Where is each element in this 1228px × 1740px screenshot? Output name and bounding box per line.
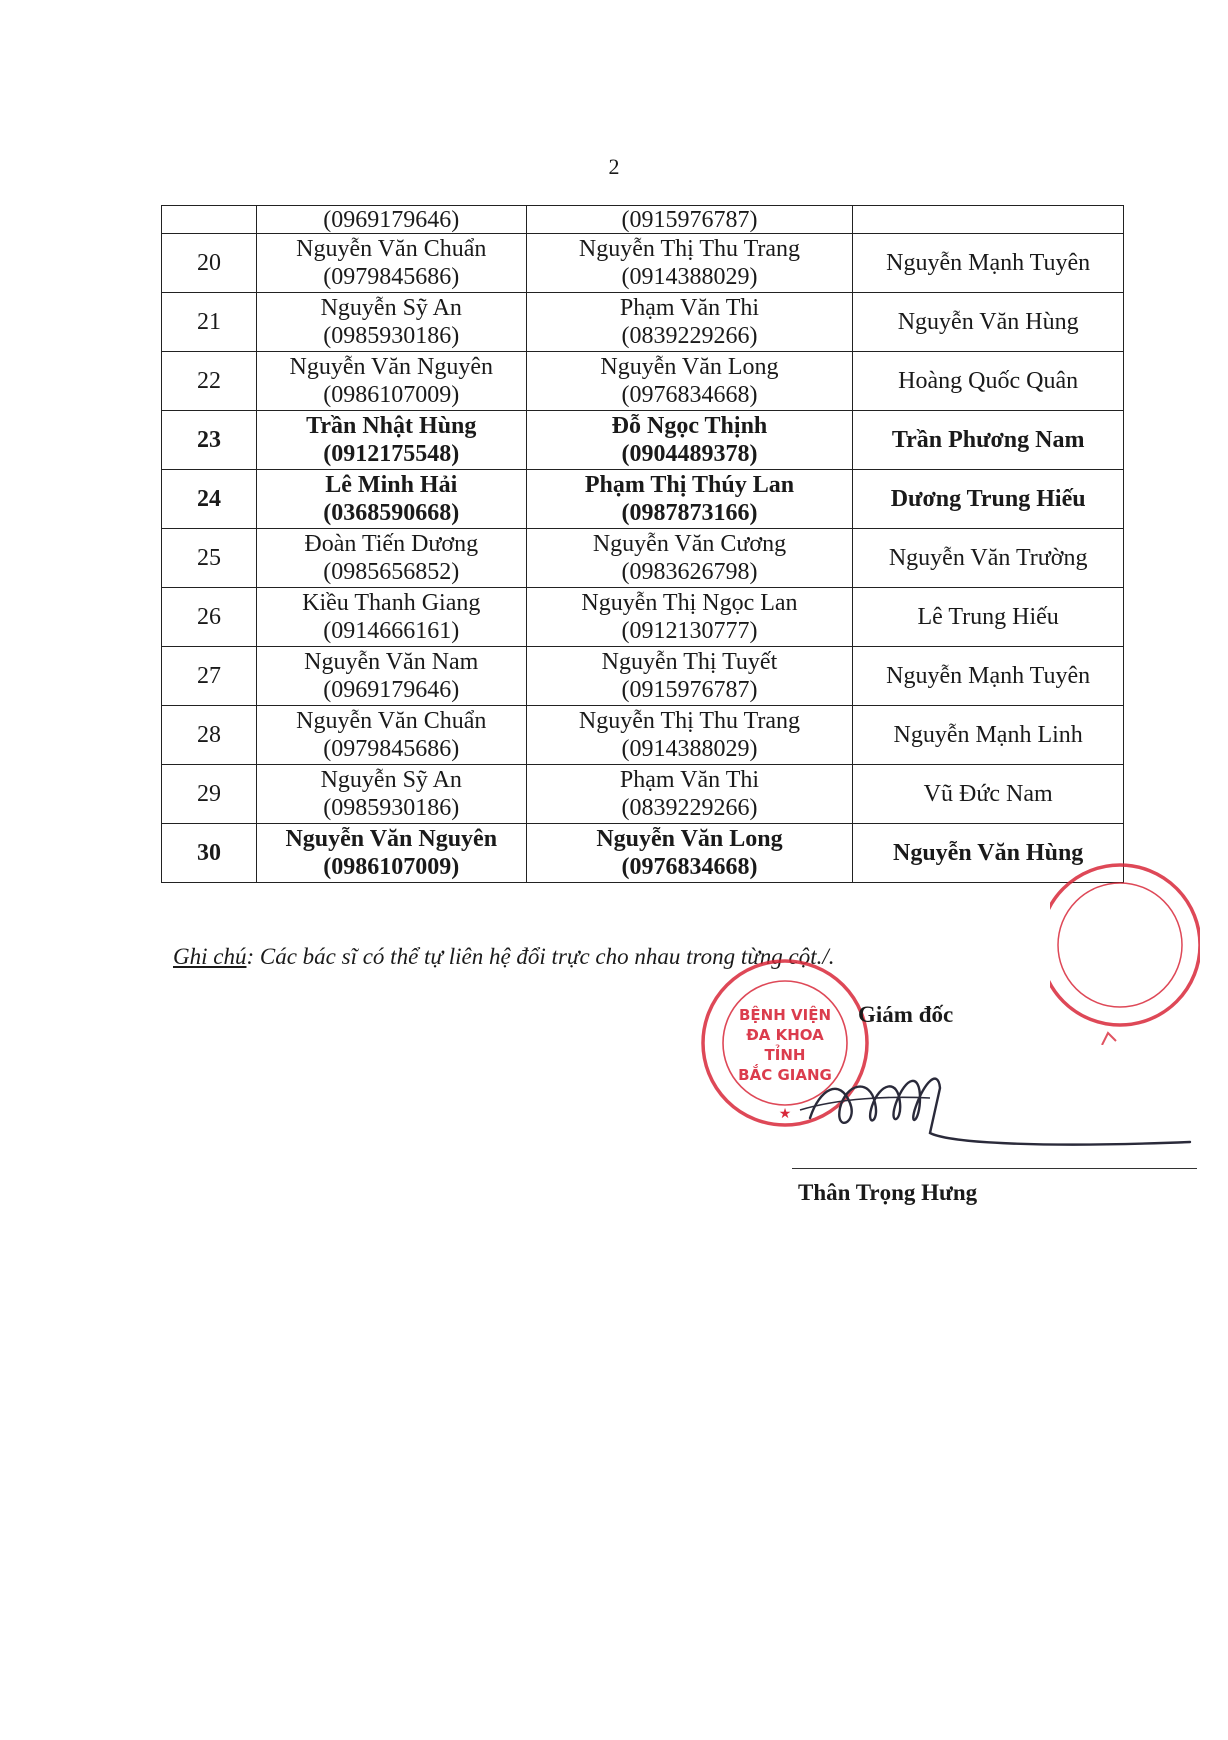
doctor-phone: (0976834668) (621, 854, 758, 880)
row-number: 25 (196, 545, 221, 571)
doctor-name: Phạm Văn Thi (619, 295, 760, 321)
doctor-phone: (0914666161) (323, 618, 460, 644)
table-row (162, 352, 1124, 411)
doctor-phone: (0912175548) (323, 441, 460, 467)
table-row (162, 234, 1124, 293)
doctor-name: Trần Phương Nam (891, 427, 1085, 453)
doctor-name: Nguyễn Văn Chuẩn (296, 236, 487, 262)
doctor-phone: (0976834668) (621, 382, 758, 408)
table-row (162, 765, 1124, 824)
doctor-name: Nguyễn Văn Long (600, 354, 779, 380)
column-b-cell (526, 293, 853, 352)
column-c-cell (853, 706, 1124, 765)
doctor-name: Nguyễn Văn Trường (888, 545, 1088, 571)
table-row (162, 588, 1124, 647)
doctor-name: Đỗ Ngọc Thịnh (611, 413, 768, 439)
column-a-phone: (0969179646) (256, 206, 526, 234)
column-a-cell (256, 706, 526, 765)
doctor-phone: (0985656852) (323, 559, 460, 585)
column-c-cell (853, 352, 1124, 411)
table-row (162, 470, 1124, 529)
column-b-cell (526, 352, 853, 411)
doctor-phone: (0985930186) (323, 795, 460, 821)
doctor-phone: (0912130777) (621, 618, 758, 644)
doctor-name: Dương Trung Hiếu (890, 486, 1086, 512)
signature-title: Giám đốc (858, 1002, 954, 1027)
table-row (162, 706, 1124, 765)
column-b-cell (526, 588, 853, 647)
director-name: Thân Trọng Hưng (798, 1180, 978, 1205)
column-c-cell (853, 234, 1124, 293)
column-c-cell (853, 765, 1124, 824)
stt-cell (162, 824, 257, 883)
column-a-cell (256, 293, 526, 352)
doctor-name: Lê Minh Hải (325, 472, 458, 498)
doctor-phone: (0839229266) (621, 795, 758, 821)
stt-cell (162, 293, 257, 352)
doctor-name: Nguyễn Thị Ngọc Lan (581, 590, 798, 616)
doctor-name: Nguyễn Văn Chuẩn (296, 708, 487, 734)
row-number: 23 (196, 427, 221, 453)
doctor-name: Nguyễn Văn Nam (304, 649, 479, 675)
column-c-cell (853, 206, 1124, 234)
doctor-name: Phạm Văn Thi (619, 767, 760, 793)
doctor-name: Lê Trung Hiếu (917, 604, 1059, 630)
stt-cell (162, 765, 257, 824)
column-a-cell (256, 529, 526, 588)
doctor-name: Nguyễn Văn Hùng (897, 309, 1079, 335)
column-a-cell (256, 470, 526, 529)
doctor-name: Nguyễn Thị Tuyết (601, 649, 778, 675)
doctor-name: Nguyễn Mạnh Tuyên (886, 663, 1091, 689)
doctor-phone: (0914388029) (621, 264, 758, 290)
column-b-cell (526, 647, 853, 706)
stt-cell (162, 352, 257, 411)
column-b-phone: (0915976787) (526, 206, 853, 234)
stt-cell (162, 647, 257, 706)
footnote-label: Ghi chú (173, 944, 247, 969)
doctor-phone: (0986107009) (323, 382, 460, 408)
doctor-name: Đoàn Tiến Dương (304, 531, 479, 557)
row-number: 21 (196, 309, 221, 335)
stt-cell (162, 206, 257, 234)
table-row (162, 529, 1124, 588)
doctor-phone: (0985930186) (323, 323, 460, 349)
stt-cell (162, 529, 257, 588)
column-b-cell (526, 706, 853, 765)
signature-icon (780, 1048, 1200, 1158)
doctor-name: Vũ Đức Nam (923, 781, 1053, 807)
stt-cell (162, 706, 257, 765)
column-a-cell (256, 824, 526, 883)
row-number: 24 (196, 486, 221, 512)
row-number: 30 (196, 840, 221, 866)
roster-body (162, 206, 1124, 883)
column-a-cell (256, 588, 526, 647)
doctor-name: Nguyễn Sỹ An (320, 295, 462, 321)
doctor-phone: (0987873166) (621, 500, 758, 526)
column-c-cell (853, 647, 1124, 706)
stt-cell (162, 470, 257, 529)
doctor-phone: (0914388029) (621, 736, 758, 762)
partial-seal-icon (1050, 845, 1200, 1045)
doctor-name: Nguyễn Văn Cương (592, 531, 787, 557)
row-number: 26 (196, 604, 221, 630)
doctor-name: Nguyễn Văn Hùng (893, 840, 1084, 866)
doctor-phone: (0986107009) (323, 854, 460, 880)
doctor-name: Nguyễn Văn Nguyên (289, 354, 494, 380)
column-b-cell (526, 411, 853, 470)
doctor-name: Nguyễn Thị Thu Trang (578, 708, 801, 734)
doctor-name: Trần Nhật Hùng (306, 413, 477, 439)
seal-line-3: TỈNH (764, 1046, 806, 1064)
seal-line-4: BẮC GIANG (738, 1066, 832, 1084)
row-number: 29 (196, 781, 221, 807)
column-a-cell (256, 411, 526, 470)
doctor-name: Nguyễn Văn Nguyên (285, 826, 498, 852)
table-row (162, 647, 1124, 706)
column-c-cell (853, 588, 1124, 647)
column-a-cell (256, 234, 526, 293)
page-number: 2 (608, 154, 620, 179)
row-number: 28 (196, 722, 221, 748)
doctor-phone: (0969179646) (323, 677, 460, 703)
stt-cell (162, 588, 257, 647)
doctor-phone: (0983626798) (621, 559, 758, 585)
column-c-cell (853, 293, 1124, 352)
doctor-name: Nguyễn Văn Long (596, 826, 783, 852)
duty-roster-table (161, 205, 1124, 883)
column-b-cell (526, 234, 853, 293)
doctor-name: Nguyễn Sỹ An (320, 767, 462, 793)
row-number: 27 (196, 663, 221, 689)
seal-line-2: ĐA KHOA (746, 1026, 824, 1044)
column-b-cell (526, 824, 853, 883)
seal-star-icon: ★ (778, 1106, 792, 1122)
table-row (162, 293, 1124, 352)
doctor-name: Hoàng Quốc Quân (898, 368, 1079, 394)
doctor-phone: (0979845686) (323, 736, 460, 762)
table-row (162, 411, 1124, 470)
column-c-cell (853, 529, 1124, 588)
doctor-phone: (0915976787) (621, 677, 758, 703)
doctor-phone: (0839229266) (621, 323, 758, 349)
doctor-name: Nguyễn Mạnh Tuyên (886, 250, 1091, 276)
column-b-cell (526, 470, 853, 529)
column-a-cell (256, 352, 526, 411)
doctor-name: Nguyễn Thị Thu Trang (578, 236, 801, 262)
column-a-cell (256, 765, 526, 824)
stt-cell (162, 234, 257, 293)
column-b-cell (526, 765, 853, 824)
column-a-cell (256, 647, 526, 706)
doctor-phone: (0979845686) (323, 264, 460, 290)
doctor-name: Phạm Thị Thúy Lan (584, 472, 795, 498)
stt-cell (162, 411, 257, 470)
row-number: 20 (196, 250, 221, 276)
table-row (162, 824, 1124, 883)
column-b-cell (526, 529, 853, 588)
column-c-cell (853, 411, 1124, 470)
footnote-text: : Các bác sĩ có thể tự liên hệ đổi trực cho nhau trong từng cột./. (246, 944, 835, 969)
column-c-cell (853, 470, 1124, 529)
row-number: 22 (196, 368, 221, 394)
doctor-name: Nguyễn Mạnh Linh (893, 722, 1083, 748)
doctor-name: Kiều Thanh Giang (302, 590, 481, 616)
seal-line-1: BỆNH VIỆN (739, 1006, 831, 1024)
signature-line (792, 1168, 1197, 1169)
table-row (162, 206, 1124, 234)
doctor-phone: (0368590668) (323, 500, 460, 526)
doctor-phone: (0904489378) (621, 441, 758, 467)
